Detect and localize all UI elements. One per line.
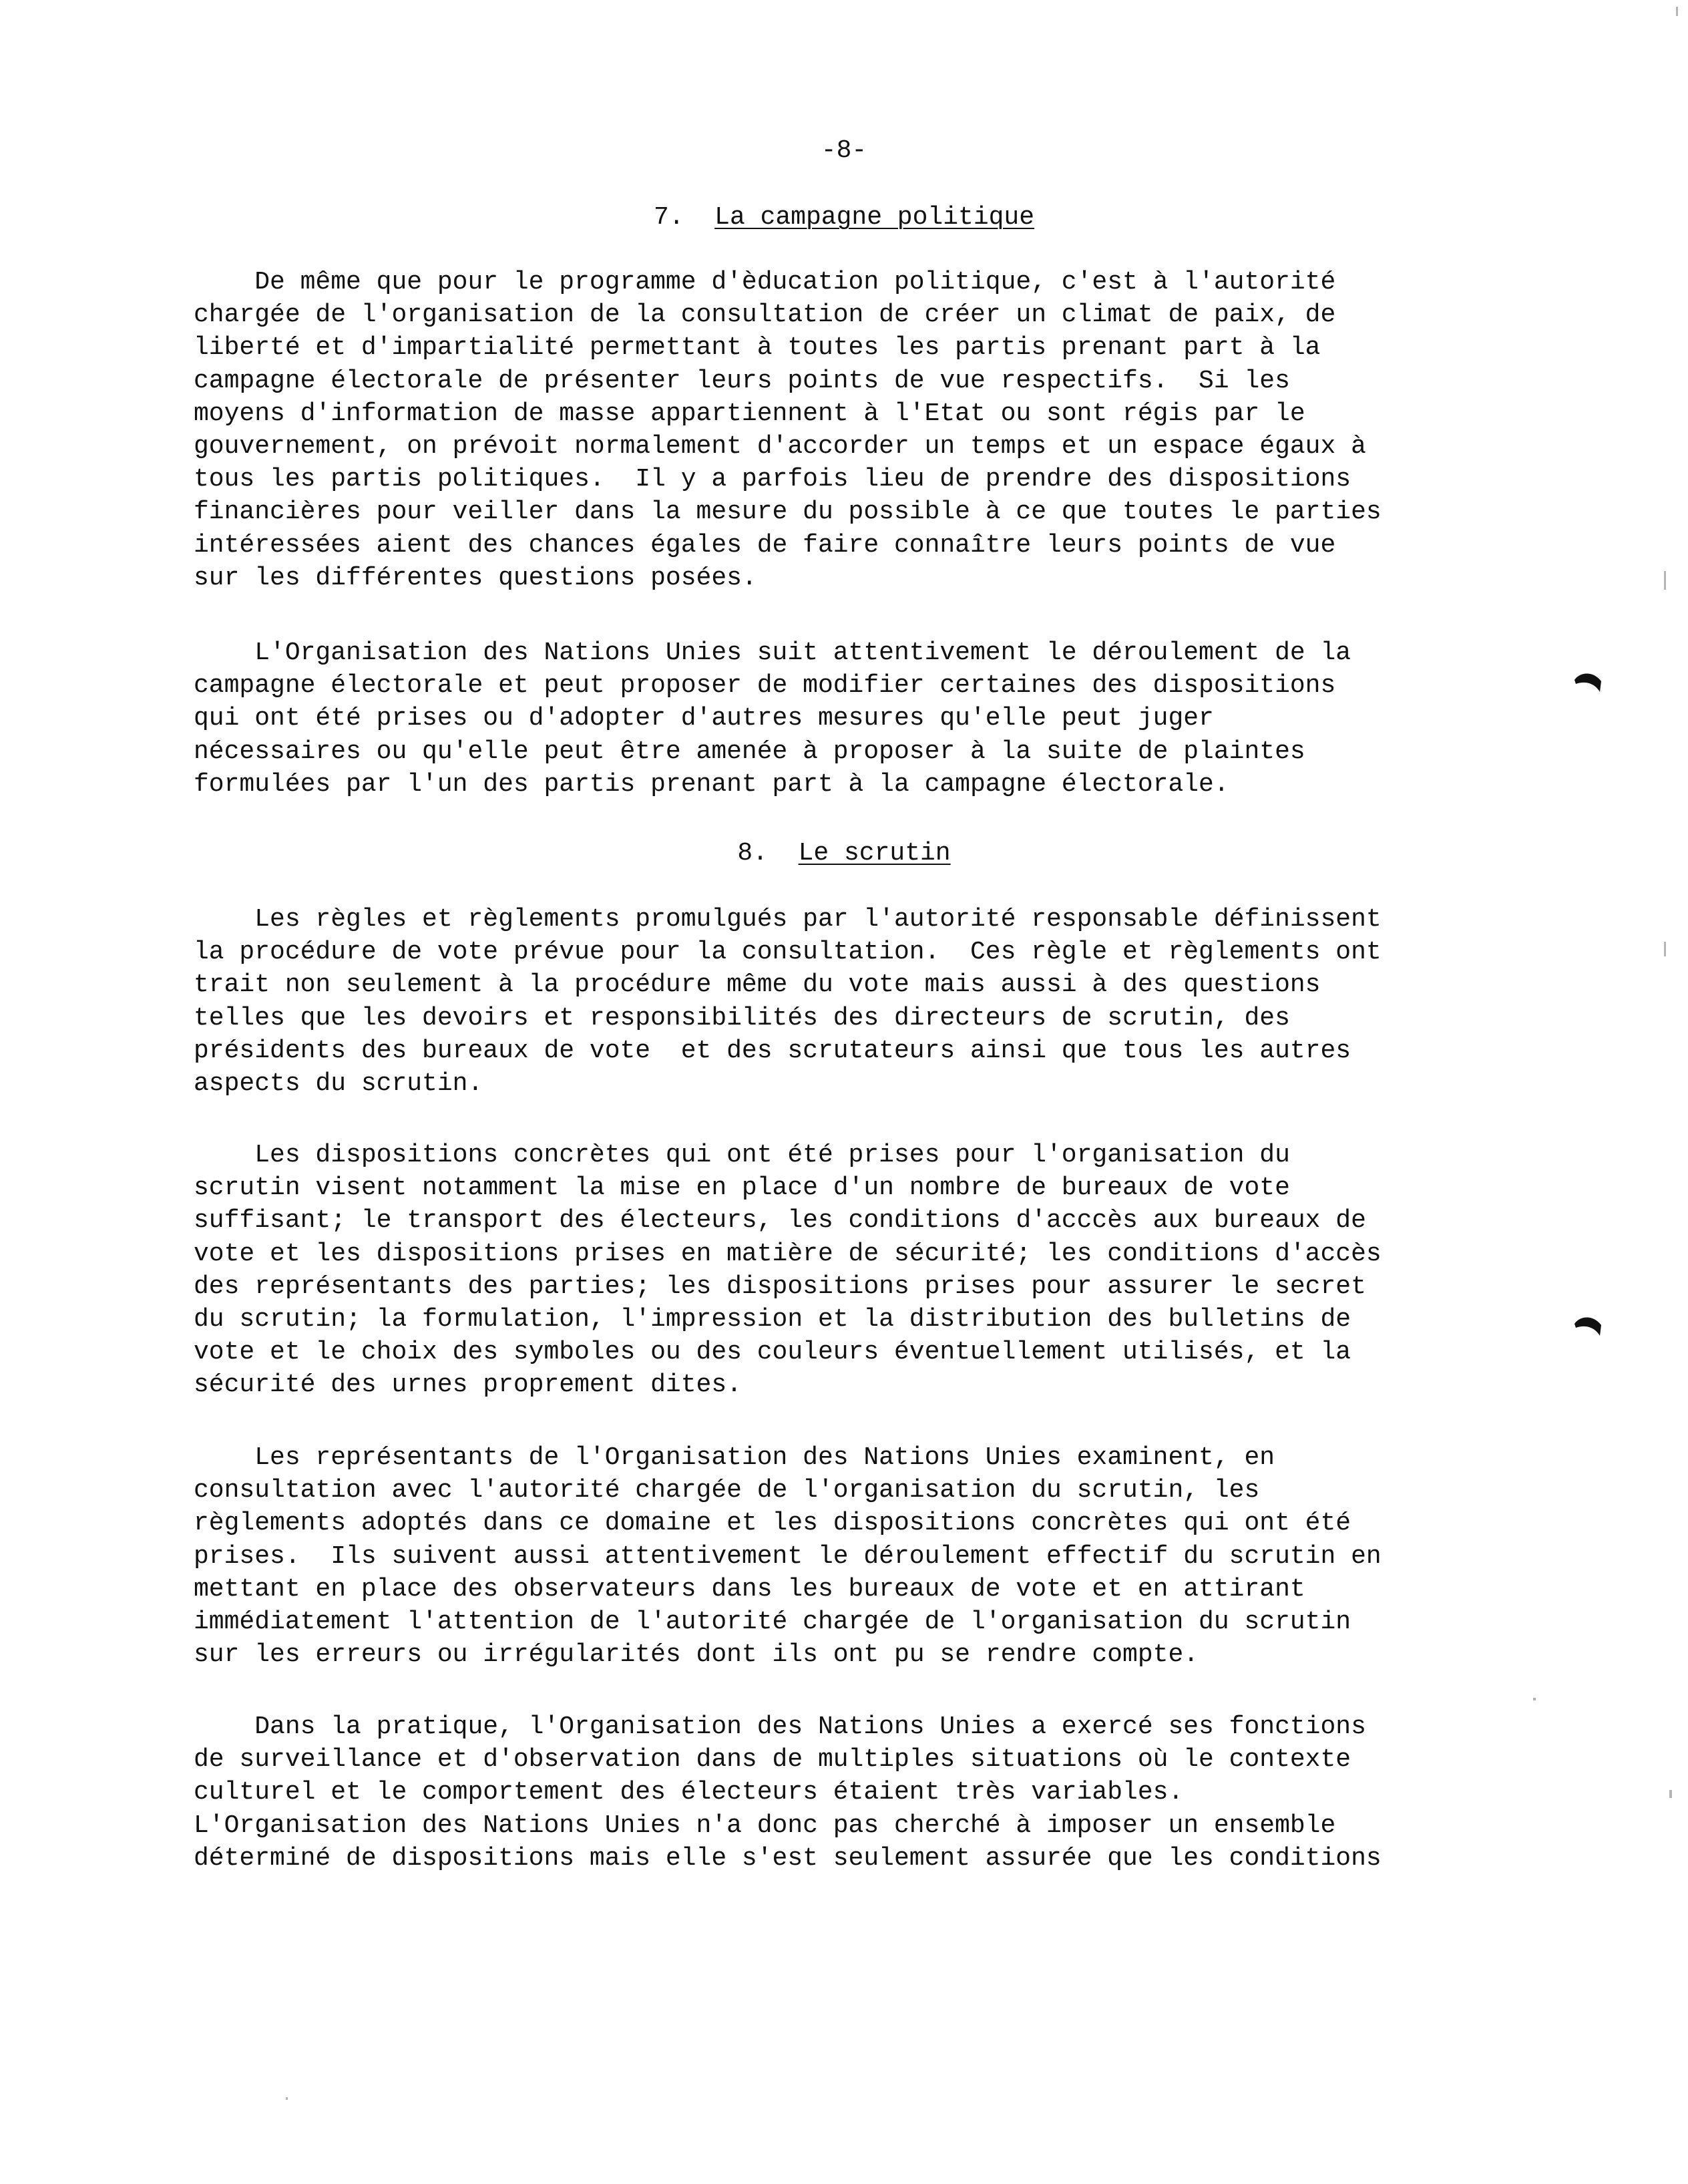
text-line: prises. Ils suivent aussi attentivement le déroulement effectif du scrutin en: [194, 1541, 1382, 1571]
paragraph: [194, 903, 1502, 1100]
text-line: sécurité des urnes proprement dites.: [194, 1371, 742, 1400]
text-line: sur les erreurs ou irrégularités dont ils ont pu se rendre compte.: [194, 1640, 1199, 1670]
text-line: suffisant; le transport des électeurs, les conditions d'acccès aux bureaux de: [194, 1206, 1366, 1236]
text-line: scrutin visent notamment la mise en place d'un nombre de bureaux de vote: [194, 1173, 1290, 1203]
text-line: consultation avec l'autorité chargée de l'organisation du scrutin, les: [194, 1476, 1260, 1505]
text-line: sur les différentes questions posées.: [194, 563, 757, 592]
text-line: qui ont été prises ou d'adopter d'autres mesures qu'elle peut juger: [194, 704, 1214, 733]
text-line: vote et les dispositions prises en matière de sécurité; les conditions d'accès: [194, 1239, 1382, 1268]
text-line: de surveillance et d'observation dans de multiples situations où le contexte: [194, 1745, 1351, 1775]
section-title: La campagne politique: [714, 203, 1035, 232]
text-line: Les règles et règlements promulgués par l'autorité responsable définissent: [194, 905, 1382, 934]
text-line: vote et le choix des symboles ou des couleurs éventuellement utilisés, et la: [194, 1338, 1351, 1367]
text-line: chargée de l'organisation de la consultation de créer un climat de paix, de: [194, 301, 1336, 330]
text-line: aspects du scrutin.: [194, 1069, 483, 1098]
text-line: Les représentants de l'Organisation des Nations Unies examinent, en: [194, 1443, 1275, 1472]
text-line: la procédure de vote prévue pour la consultation. Ces règle et règlements ont: [194, 938, 1382, 967]
text-line: campagne électorale et peut proposer de modifier certaines des dispositions: [194, 671, 1336, 701]
scan-speck: [1664, 942, 1666, 956]
text-line: formulées par l'un des partis prenant part à la campagne électorale.: [194, 769, 1229, 799]
text-line: financières pour veiller dans la mesure du possible à ce que toutes le parties: [194, 498, 1382, 527]
text-line: culturel et le comportement des électeurs étaient très variables.: [194, 1778, 1184, 1807]
text-line: Dans la pratique, l'Organisation des Nations Unies a exercé ses fonctions: [194, 1712, 1366, 1741]
scan-speck: [1669, 1790, 1672, 1798]
paragraph: [194, 636, 1502, 801]
text-line: L'Organisation des Nations Unies n'a donc pas cherché à imposer un ensemble: [194, 1811, 1336, 1840]
scan-speck: [1664, 571, 1666, 590]
text-line: immédiatement l'attention de l'autorité chargée de l'organisation du scrutin: [194, 1607, 1351, 1636]
section-number: 8.: [737, 839, 768, 868]
binder-hole-mark-icon: [1573, 671, 1603, 693]
text-line: Les dispositions concrètes qui ont été prises pour l'organisation du: [194, 1141, 1290, 1169]
text-line: telles que les devoirs et responsibilités des directeurs de scrutin, des: [194, 1003, 1290, 1033]
paragraph: [194, 1441, 1502, 1671]
text-line: De même que pour le programme d'èducation politique, c'est à l'autorité: [194, 268, 1336, 297]
paragraph: [194, 266, 1502, 594]
text-line: tous les partis politiques. Il y a parfois lieu de prendre des dispositions: [194, 465, 1351, 494]
scan-speck: [1533, 1698, 1536, 1700]
page-number: -8-: [821, 136, 867, 165]
text-line: du scrutin; la formulation, l'impression et la distribution des bulletins de: [194, 1304, 1351, 1334]
text-line: mettant en place des observateurs dans les bureaux de vote et en attirant: [194, 1574, 1305, 1604]
section-heading-7: [0, 202, 1688, 234]
section-number: 7.: [653, 203, 684, 232]
text-line: intéressées aient des chances égales de faire connaître leurs points de vue: [194, 530, 1336, 560]
text-line: des représentants des parties; les dispositions prises pour assurer le secret: [194, 1272, 1366, 1301]
text-line: déterminé de dispositions mais elle s'est seulement assurée que les conditions: [194, 1843, 1382, 1873]
text-line: moyens d'information de masse appartiennent à l'Etat ou sont régis par le: [194, 399, 1305, 428]
section-title: Le scrutin: [798, 839, 951, 868]
section-heading-8: [0, 838, 1688, 870]
text-line: liberté et d'impartialité permettant à toutes les partis prenant part à la: [194, 333, 1321, 363]
text-line: nécessaires ou qu'elle peut être amenée à proposer à la suite de plaintes: [194, 737, 1305, 766]
paragraph: [194, 1139, 1502, 1402]
text-line: règlements adoptés dans ce domaine et les dispositions concrètes qui ont été: [194, 1509, 1351, 1538]
scan-speck: [1676, 7, 1678, 16]
text-line: présidents des bureaux de vote et des scrutateurs ainsi que tous les autres: [194, 1036, 1351, 1065]
text-line: gouvernement, on prévoit normalement d'accorder un temps et un espace égaux à: [194, 431, 1366, 461]
binder-hole-mark-icon: [1573, 1314, 1603, 1337]
text-line: trait non seulement à la procédure même du vote mais aussi à des questions: [194, 970, 1321, 1000]
scan-speck: [286, 2097, 288, 2100]
paragraph: [194, 1710, 1502, 1875]
text-line: campagne électorale de présenter leurs points de vue respectifs. Si les: [194, 366, 1290, 395]
text-line: L'Organisation des Nations Unies suit attentivement le déroulement de la: [194, 639, 1351, 667]
